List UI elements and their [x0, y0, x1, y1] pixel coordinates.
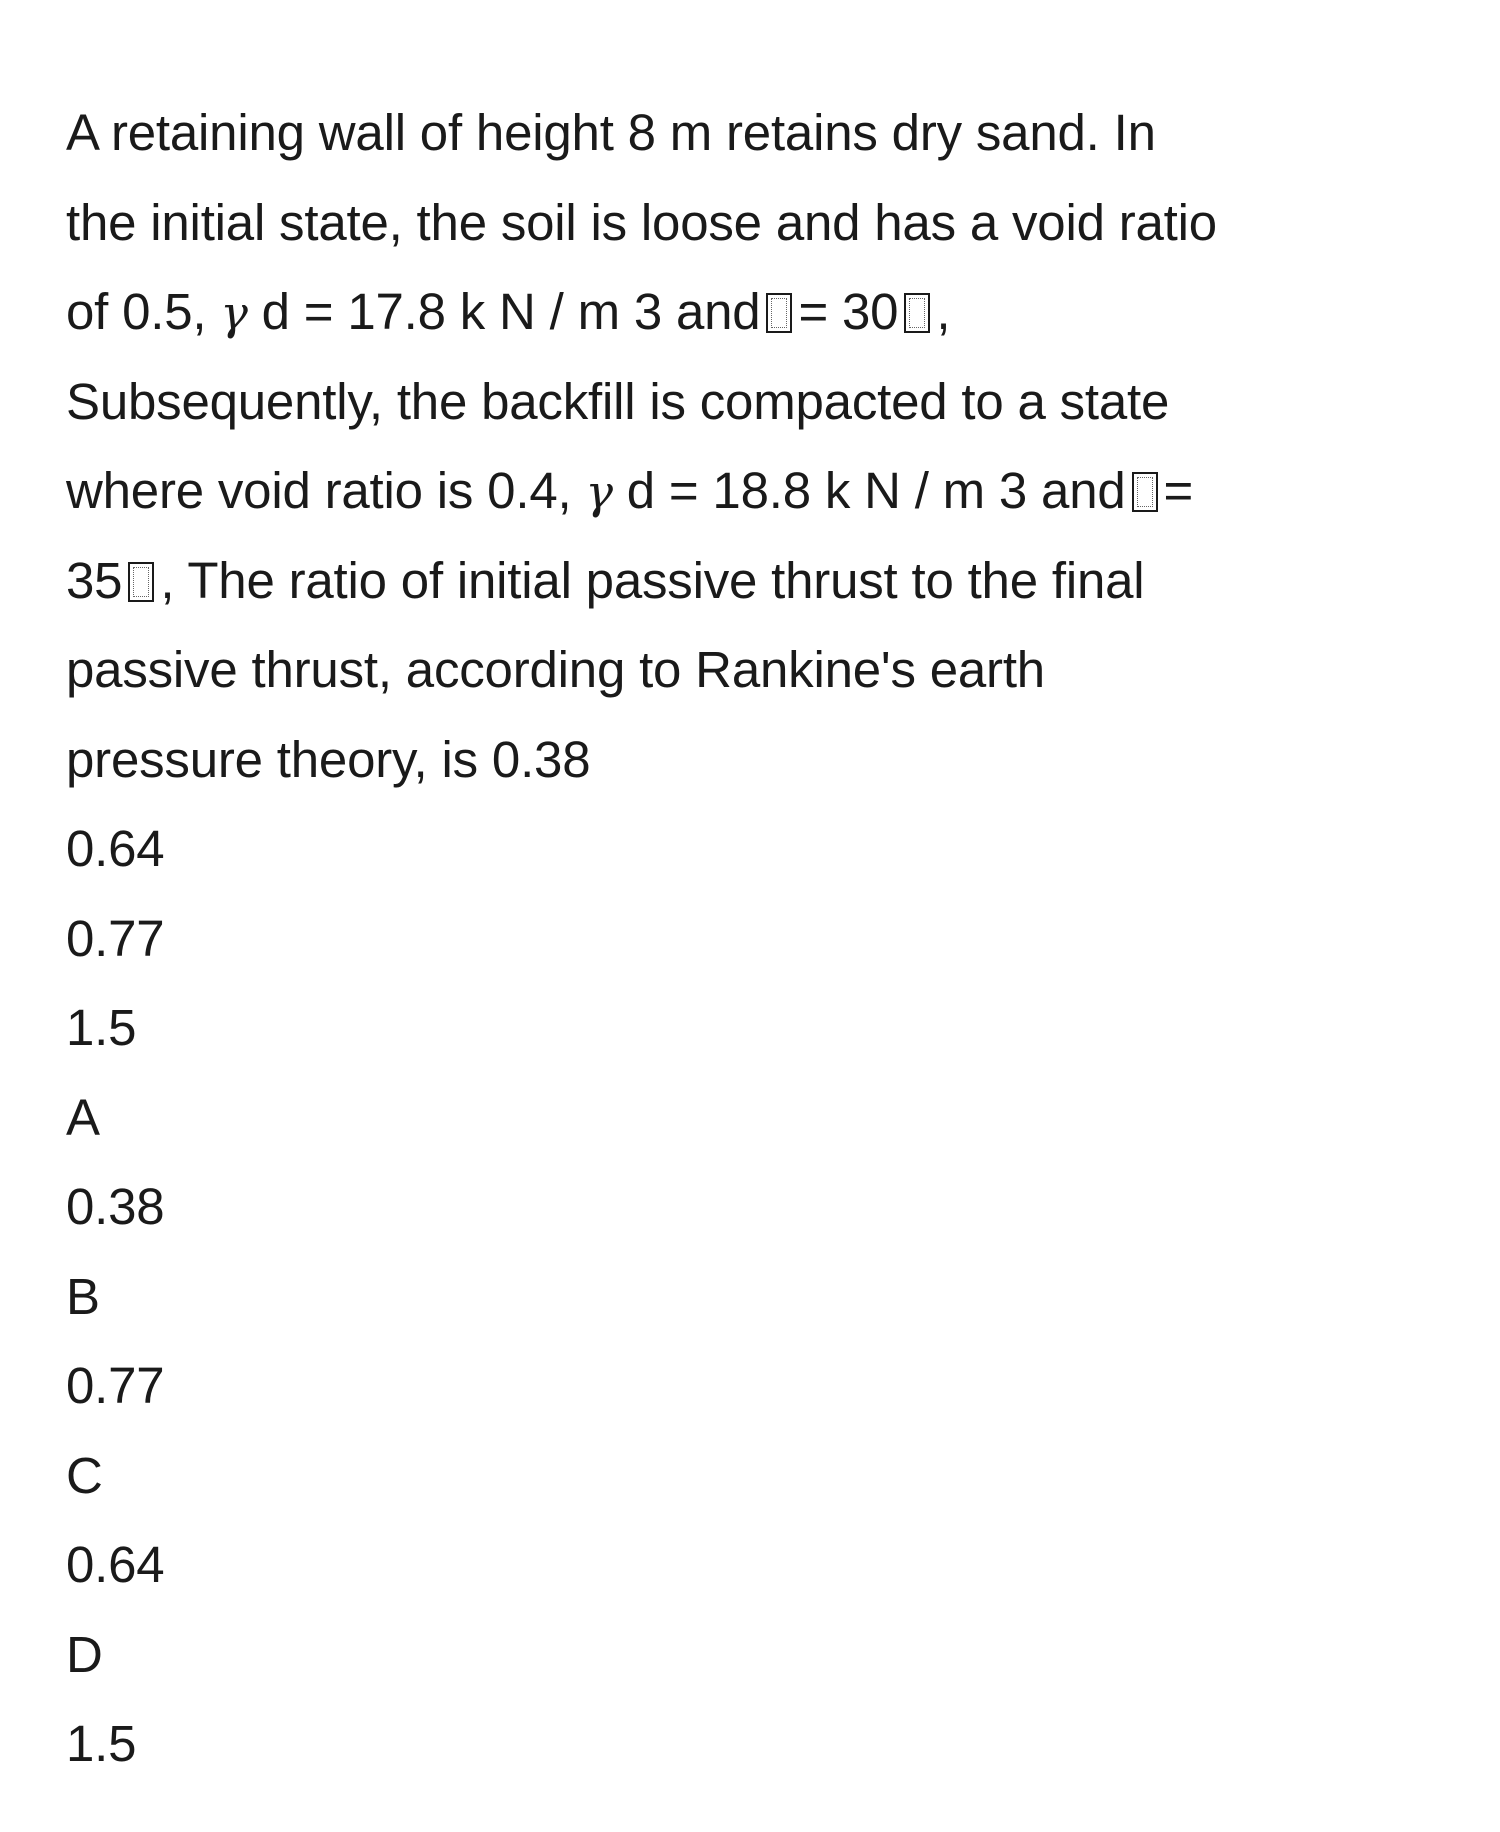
question-text: 35	[66, 551, 123, 609]
question-line-3	[66, 267, 1446, 357]
question-text: passive thrust, according to Rankine's earth	[66, 641, 1045, 698]
question-text: , The ratio of initial passive thrust to the final	[160, 551, 1145, 609]
option-b-value[interactable]: 0.77	[66, 1357, 165, 1414]
option-d-letter[interactable]: D	[66, 1625, 103, 1683]
missing-glyph-icon	[128, 562, 154, 602]
inline-option-value: 1.5	[66, 999, 137, 1056]
question-text: pressure theory, is	[66, 730, 478, 788]
question-text: ,	[936, 283, 951, 340]
question-line-7	[66, 625, 1446, 715]
question-text: d = 18.8 k N / m 3 and	[626, 462, 1126, 519]
inline-option-value: 0.64	[66, 820, 165, 877]
question-text: =	[1163, 462, 1194, 519]
option-c-letter[interactable]: C	[66, 1446, 103, 1504]
question-line-2	[66, 178, 1446, 268]
inline-option-value: 0.77	[66, 909, 165, 967]
question-text: where void ratio is 0.4,	[66, 462, 572, 519]
question-text: = 30	[798, 283, 899, 340]
option-d-value[interactable]: 1.5	[66, 1715, 137, 1772]
question-line-5	[66, 446, 1446, 536]
option-b-letter[interactable]: B	[66, 1267, 100, 1325]
question-line-6	[66, 536, 1446, 626]
inline-option-value: 0.38	[491, 730, 591, 788]
question-text: of 0.5,	[66, 283, 207, 340]
question-text: A retaining wall of height 8 m retains dry sand. In	[66, 104, 1156, 161]
question-line-8	[66, 715, 1446, 805]
option-a-value[interactable]: 0.38	[66, 1178, 165, 1235]
question-text: the initial state, the soil is loose and has a void ratio	[66, 193, 1217, 251]
missing-glyph-icon	[904, 293, 930, 333]
question-text: Subsequently, the backfill is compacted to a state	[66, 372, 1170, 430]
gamma-symbol: γ	[220, 286, 248, 340]
missing-glyph-icon	[1132, 472, 1158, 512]
question-line-1	[66, 88, 1446, 178]
question-line-4	[66, 357, 1446, 447]
missing-glyph-icon	[766, 293, 792, 333]
option-c-value[interactable]: 0.64	[66, 1536, 165, 1593]
option-a-letter[interactable]: A	[66, 1088, 100, 1146]
gamma-symbol: γ	[585, 465, 613, 519]
question-text: d = 17.8 k N / m 3 and	[261, 283, 761, 340]
question-block	[66, 88, 1446, 1789]
